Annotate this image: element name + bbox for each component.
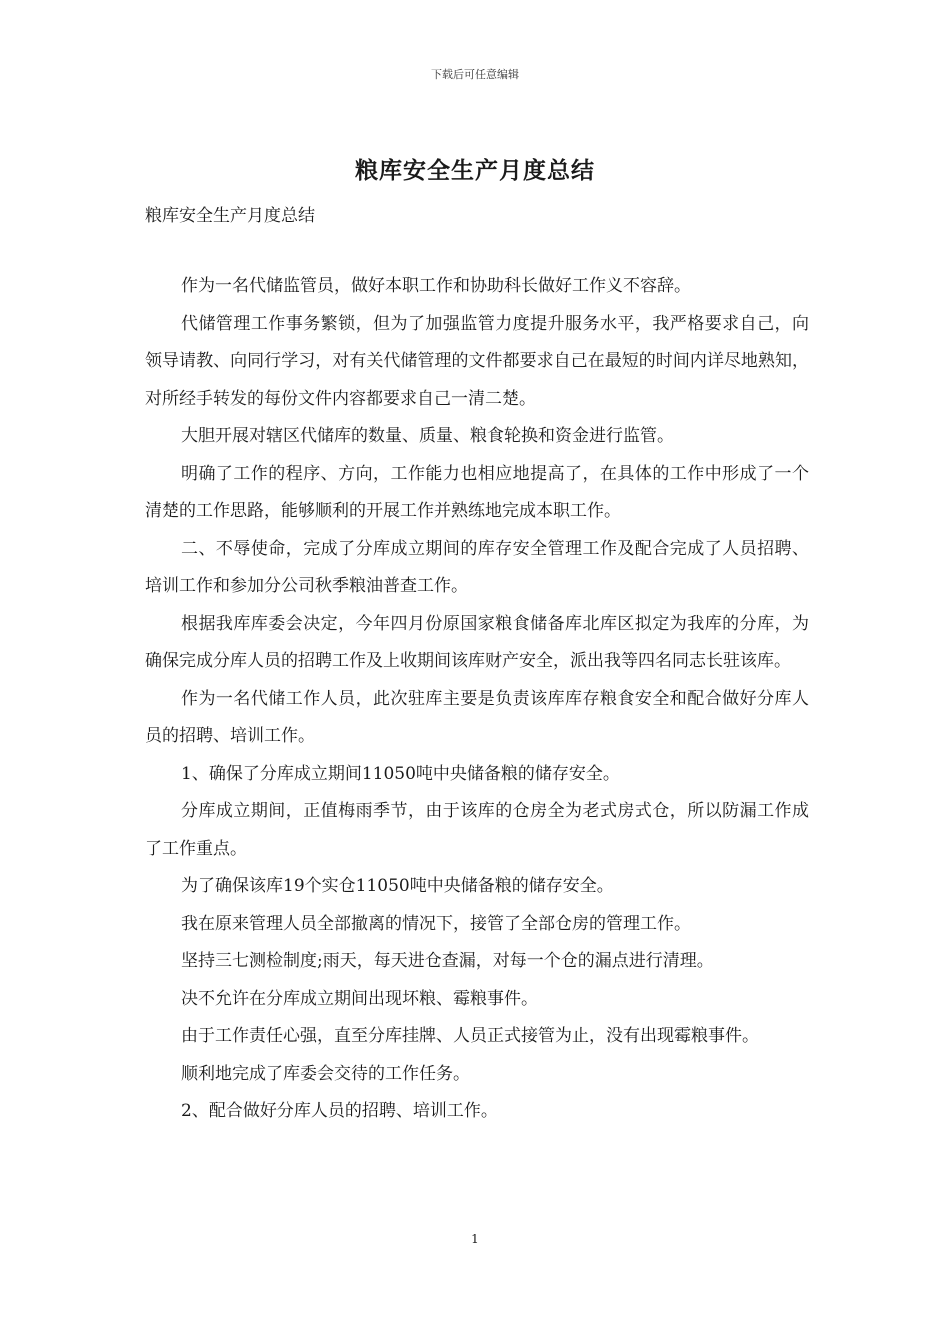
- paragraph: 1、确保了分库成立期间11050吨中央储备粮的储存安全。: [181, 763, 620, 784]
- paragraph: 我在原来管理人员全部撤离的情况下，接管了全部仓房的管理工作。: [181, 913, 691, 934]
- paragraph: 顺利地完成了库委会交待的工作任务。: [181, 1063, 470, 1084]
- paragraph: 二、不辱使命，完成了分库成立期间的库存安全管理工作及配合完成了人员招聘、培训工作和参加分公司秋季粮油普查工作。: [145, 538, 809, 596]
- paragraph: 分库成立期间，正值梅雨季节，由于该库的仓房全为老式房式仓，所以防漏工作成了工作重点。: [145, 801, 809, 859]
- page-number: 1: [471, 1232, 479, 1246]
- header-note: 下载后可任意编辑: [431, 68, 519, 81]
- paragraph: 根据我库库委会决定，今年四月份原国家粮食储备库北库区拟定为我库的分库，为确保完成分库人员的招聘工作及上收期间该库财产安全，派出我等四名同志长驻该库。: [145, 613, 809, 671]
- paragraph: 代储管理工作事务繁锁，但为了加强监管力度提升服务水平，我严格要求自己，向领导请教、向同行学习，对有关代储管理的文件都要求自己在最短的时间内详尽地熟知，对所经手转发的每份文件内容都要求自己一清二楚。: [145, 313, 809, 409]
- paragraph: 作为一名代储监管员，做好本职工作和协助科长做好工作义不容辞。: [181, 276, 691, 296]
- document-body: [145, 268, 809, 1131]
- document-title: 粮库安全生产月度总结: [355, 157, 595, 184]
- paragraph: 大胆开展对辖区代储库的数量、质量、粮食轮换和资金进行监管。: [181, 426, 674, 446]
- document-subtitle: 粮库安全生产月度总结: [145, 206, 315, 226]
- paragraph: 作为一名代储工作人员，此次驻库主要是负责该库库存粮食安全和配合做好分库人员的招聘、培训工作。: [145, 688, 809, 746]
- paragraph: 2、配合做好分库人员的招聘、培训工作。: [181, 1101, 498, 1121]
- paragraph: 由于工作责任心强，直至分库挂牌、人员正式接管为止，没有出现霉粮事件。: [181, 1026, 759, 1046]
- paragraph: 为了确保该库19个实仓11050吨中央储备粮的储存安全。: [181, 876, 614, 896]
- paragraph: 决不允许在分库成立期间出现坏粮、霉粮事件。: [181, 988, 538, 1009]
- paragraph: 明确了工作的程序、方向，工作能力也相应地提高了，在具体的工作中形成了一个清楚的工作思路，能够顺利的开展工作并熟练地完成本职工作。: [145, 463, 809, 521]
- paragraph: 坚持三七测检制度;雨天，每天进仓查漏，对每一个仓的漏点进行清理。: [181, 951, 714, 971]
